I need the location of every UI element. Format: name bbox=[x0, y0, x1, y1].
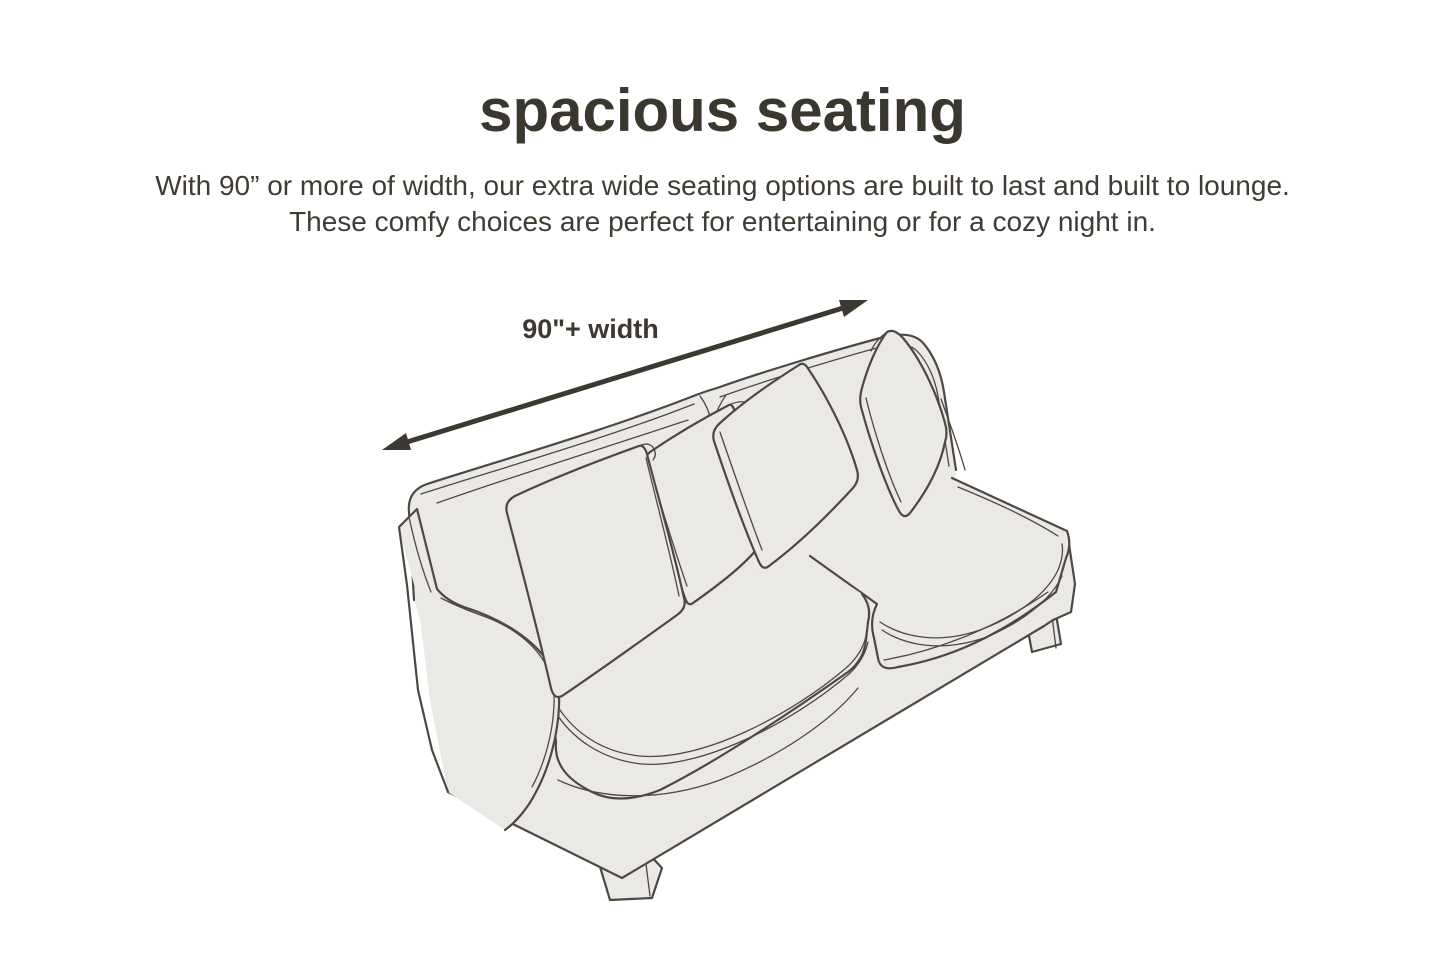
subtitle-line-2: These comfy choices are perfect for entertaining or for a cozy night in. bbox=[289, 206, 1156, 237]
subtitle-line-1: With 90” or more of width, our extra wide seating options are built to last and built to lounge. bbox=[155, 170, 1290, 201]
page-title: spacious seating bbox=[479, 77, 966, 144]
width-dimension-label: 90"+ width bbox=[522, 314, 659, 344]
